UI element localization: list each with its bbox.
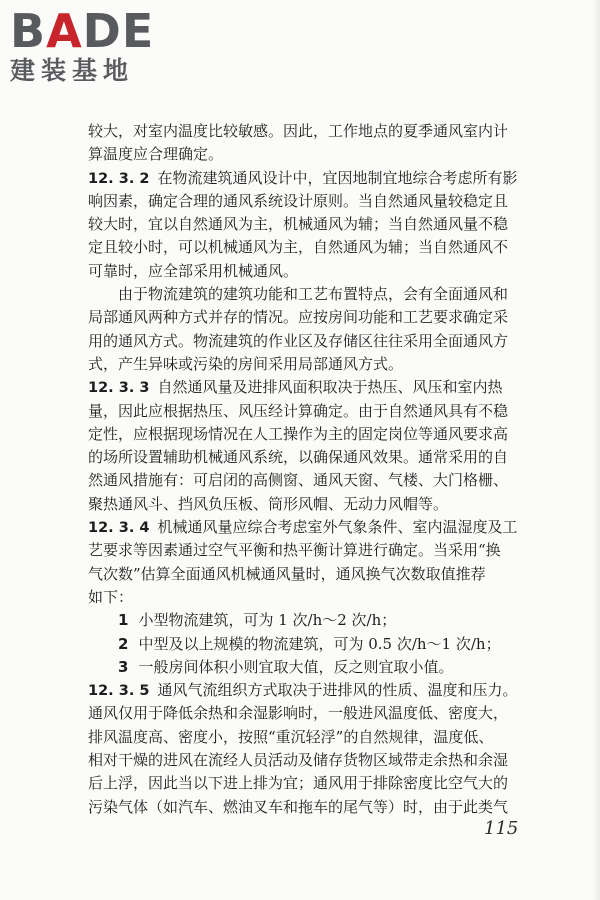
body-line: 相对干燥的进风在流经人员活动及储存货物区域带走余热和余湿 (88, 751, 509, 770)
body-line: 气次数”估算全面通风机械通风量时，通风换气次数取值推荐 (88, 564, 486, 583)
body-line: 污染气体（如汽车、燃油叉车和拖车的尾气等）时，由于此类气 (88, 797, 509, 816)
body-line: 定性，应根据现场情况在人工操作为主的固定岗位等通风要求高 (88, 424, 509, 443)
list-item-number: 2 (118, 634, 129, 653)
body-line: 局部通风两种方式并存的情况。应按房间功能和工艺要求确定采 (88, 308, 509, 327)
body-line: 较大，对室内温度比较敏感。因此，工作地点的夏季通风室内计 (88, 122, 509, 140)
list-item-number: 1 (118, 611, 129, 630)
body-line: 量，因此应根据热压、风压经计算确定。由于自然通风具有不稳 (88, 401, 509, 420)
list-item (88, 633, 572, 656)
clause-text: 机械通风量应综合考虑室外气象条件、室内温湿度及工 (157, 518, 518, 537)
body-line: 可靠时，应全部采用机械通风。 (88, 261, 299, 280)
body-line: 如下： (88, 587, 134, 606)
clause-number: 12. 3. 2 (88, 170, 150, 187)
clause-number: 12. 3. 3 (88, 380, 150, 397)
body-line: 排风温度高、密度小，按照“重沉轻浮”的自然规律，温度低、 (88, 727, 494, 746)
logo-letters-prefix: B (10, 4, 47, 58)
body-line: 聚热通风斗、挡风负压板、筒形风帽、无动力风帽等。 (88, 494, 449, 513)
body-line: 式，产生异味或污染的房间采用局部通风方式。 (88, 354, 404, 373)
body-line: 用的通风方式。物流建筑的作业区及存储区往往采用全面通风方 (88, 331, 509, 350)
logo-subtitle: 建装基地 (10, 56, 135, 85)
paragraph-first-line: 由于物流建筑的建筑功能和工艺布置特点，会有全面通风和 (118, 285, 509, 304)
bade-logo (10, 6, 180, 86)
list-item-number: 3 (118, 657, 129, 676)
list-item (88, 656, 572, 679)
list-item (88, 609, 572, 632)
body-line: 的场所设置辅助机械通风系统，以确保通风效果。通常采用的自 (88, 448, 509, 467)
list-item-text: 中型及以上规模的物流建筑，可为 0.5 次/h～1 次/h； (138, 634, 501, 653)
body-line: 后上浮，因此当以下进上排为宜；通风用于排除密度比空气大的 (88, 774, 509, 793)
clause-text: 在物流建筑通风设计中，宜因地制宜地综合考虑所有影 (157, 168, 518, 187)
list-item-text: 一般房间体积小则宜取大值，反之则宜取小值。 (138, 657, 454, 676)
body-line: 艺要求等因素通过空气平衡和热平衡计算进行确定。当采用“换 (88, 541, 501, 560)
page-number: 115 (484, 818, 519, 839)
logo-accent-letter: A (46, 4, 83, 58)
document-body (88, 120, 572, 819)
body-line: 定且较小时，可以机械通风为主，自然通风为辅；当自然通风不 (88, 238, 509, 257)
clause-12-3-5-line (88, 679, 572, 702)
logo-wordmark (10, 6, 180, 56)
page-edge-shadow (592, 0, 600, 900)
list-item-text: 小型物流建筑，可为 1 次/h～2 次/h； (138, 611, 397, 630)
clause-number: 12. 3. 5 (88, 683, 150, 700)
clause-12-3-2-line (88, 167, 572, 190)
clause-text: 通风气流组织方式取决于进排风的性质、温度和压力。 (157, 681, 518, 700)
clause-number: 12. 3. 4 (88, 520, 150, 537)
body-line: 响因素，确定合理的通风系统设计原则。当自然通风量较稳定且 (88, 191, 509, 210)
body-line: 算温度应合理确定。 (88, 145, 224, 164)
clause-text: 自然通风量及进排风面积取决于热压、风压和室内热 (157, 378, 503, 397)
body-line: 然通风措施有：可启闭的高侧窗、通风天窗、气楼、大门格栅、 (88, 471, 509, 490)
logo-letters-suffix: DE (82, 4, 155, 58)
clause-12-3-3-line (88, 376, 572, 399)
body-line: 通风仅用于降低余热和余湿影响时，一般进风温度低、密度大， (88, 704, 509, 723)
body-line: 较大时，宜以自然通风为主，机械通风为辅；当自然通风量不稳 (88, 215, 509, 234)
clause-12-3-4-line (88, 516, 572, 539)
